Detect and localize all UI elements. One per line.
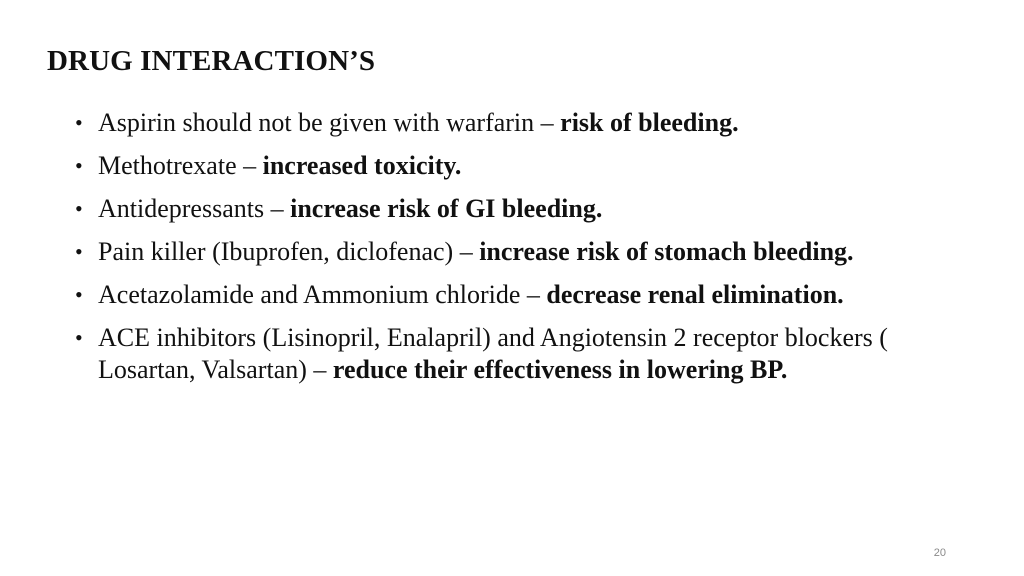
interaction-item-acetazolamide xyxy=(75,279,935,311)
interaction-description: Acetazolamide and Ammonium chloride – xyxy=(98,280,547,309)
interaction-item-aspirin xyxy=(75,107,935,139)
interaction-item-antidepressants xyxy=(75,193,935,225)
bullet-icon: • xyxy=(75,239,83,264)
page-number: 20 xyxy=(933,547,946,559)
bullet-icon: • xyxy=(75,196,83,221)
bullet-icon: • xyxy=(75,282,83,307)
interaction-effect: risk of bleeding. xyxy=(560,108,739,137)
interaction-effect: reduce their effectiveness in lowering BP. xyxy=(332,355,788,384)
interaction-effect: increase risk of GI bleeding. xyxy=(290,194,603,223)
interaction-description: Antidepressants – xyxy=(98,194,291,223)
interaction-effect: increased toxicity. xyxy=(262,151,462,180)
interaction-description: Pain killer (Ibuprofen, diclofenac) – xyxy=(98,237,480,266)
interaction-effect: increase risk of stomach bleeding. xyxy=(479,237,854,266)
interaction-effect: decrease renal elimination. xyxy=(546,280,844,309)
interaction-description: Aspirin should not be given with warfarin – xyxy=(98,108,561,137)
interaction-item-ace-inhibitors xyxy=(75,322,935,386)
slide-title: DRUG INTERACTION’S xyxy=(47,45,376,77)
interaction-item-methotrexate xyxy=(75,150,935,182)
bullet-icon: • xyxy=(75,153,83,178)
interaction-description: ACE inhibitors (Lisinopril, Enalapril) and Angiotensin 2 receptor blockers ( Losartan, Valsartan) – xyxy=(98,323,888,384)
bullet-icon: • xyxy=(75,110,83,135)
interaction-item-pain-killer xyxy=(75,236,935,268)
interaction-description: Methotrexate – xyxy=(98,151,263,180)
bullet-icon: • xyxy=(75,325,83,350)
interaction-list xyxy=(75,107,935,397)
